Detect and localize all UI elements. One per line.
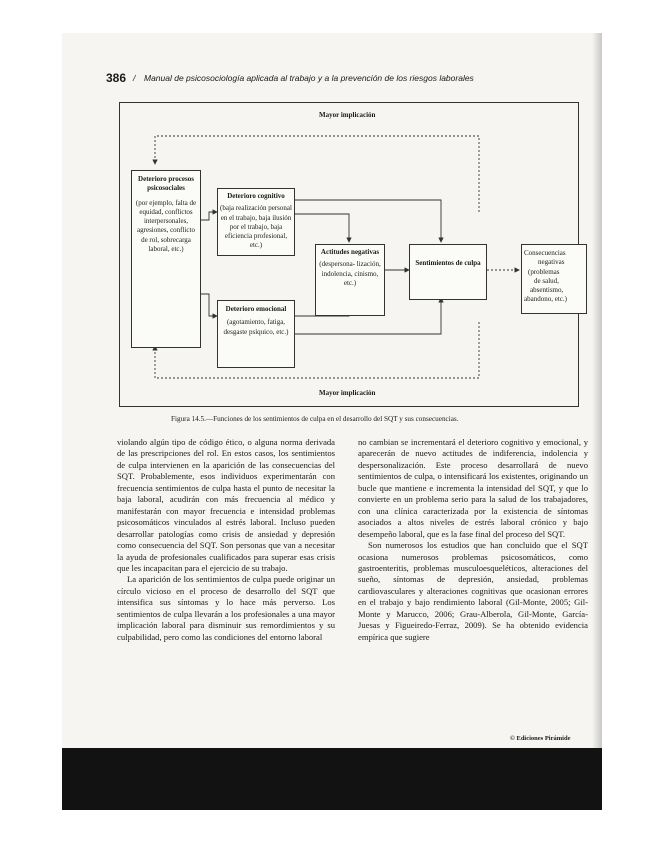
arrow-cognitive-to-attitudes — [295, 214, 349, 242]
top-margin — [0, 0, 655, 33]
box-cognitive-title: Deterioro cognitivo — [227, 192, 285, 200]
box-consequences-line3: (problemas — [528, 267, 560, 276]
right-column — [358, 437, 588, 643]
page-number: 386 — [106, 71, 127, 85]
box-consequences-line6: abandono, etc.) — [524, 295, 567, 304]
box-emotional-title: Deterioro emocional — [225, 305, 287, 313]
box-emotional-body: (agotamiento, fatiga, desgaste psíquico, etc.) — [223, 318, 289, 336]
box-psychosocial-processes — [131, 170, 201, 348]
top-feedback-arrow — [155, 136, 479, 212]
bottom-implication-label: Mayor implicación — [319, 389, 376, 397]
box-attitudes-body: (despersona- lización, indolencia, cinismo, etc.) — [319, 260, 381, 287]
running-title: Manual de psicosociología aplicada al trabajo y a la prevención de los riesgos laborales — [144, 73, 474, 83]
box-cognitive-deterioration — [217, 188, 295, 256]
left-paragraph-1: violando algún tipo de código ético, o alguna norma derivada de las prescripciones del rol. En estos casos, los sentimientos de culpa intervienen en la aparición de las consecuencias del SQT. Probablemente, esos individuos experimentarán con frecuencia sentimientos de culpa hasta el punto de necesitar la baja laboral, acudirán con más frecuencia al médico y manifestarán con mayor frecuencia e intensidad problemas psicosomáticos vinculados al estrés laboral. Incluso pueden desarrollar patologías como crisis de ansiedad y depresión como consecuencia del SQT. Son personas que van a necesitar la ayuda de profesionales cualificados para superar esas crisis que les incapacitan para el ejercicio de su trabajo. — [117, 437, 335, 573]
figure-diagram — [119, 102, 579, 407]
box-psychosocial-title: Deterioro procesos psicosociales — [138, 175, 194, 193]
scan-bottom-edge — [62, 748, 602, 810]
box-consequences-line1: Consecuencias — [524, 249, 566, 257]
box-cognitive-body: (baja realización personal en el trabajo, baja ilusión por el trabajo, baja eficiencia profesional, etc.) — [220, 204, 292, 250]
top-implication-label: Mayor implicación — [319, 111, 376, 119]
box-consequences-line4: de salud, — [534, 276, 559, 285]
bottom-feedback-arrow — [155, 322, 479, 378]
box-consequences-line2: negativas — [538, 258, 565, 267]
box-attitudes-title: Actitudes negativas — [320, 248, 380, 256]
box-negative-consequences — [521, 244, 587, 314]
right-paragraph-1: no cambian se incrementará el deterioro cognitivo y emocional, y aparecerán de nuevo actitudes de indiferencia, indolencia y despersonalización. Este proceso desarrollará de nuevo sentimientos de culpa, o intensificará los existentes, originando un bucle que mantiene e incrementa la intensidad del SQT, y que lo convierte en un problema serio para la salud de los trabajadores, con una clínica caracterizada por la existencia de síntomas asociados a altos niveles de estrés laboral crónico y bajo desempeño laboral, que es la fase final del proceso del SQT. — [358, 437, 588, 539]
book-page — [62, 33, 602, 775]
arrow-to-cognitive — [201, 212, 217, 220]
box-negative-attitudes — [315, 244, 385, 316]
header-separator: / — [133, 73, 136, 83]
arrow-to-emotional — [201, 294, 217, 316]
box-guilt-feelings — [409, 244, 487, 300]
box-psychosocial-body: (por ejemplo, falta de equidad, conflictos interpersonales, agresiones, conflicto de rol, sobrecarga laboral, etc.) — [135, 198, 197, 254]
figure-caption: Figura 14.5.—Funciones de los sentimientos de culpa en el desarrollo del SQT y sus consecuencias. — [171, 415, 459, 423]
arrow-cognitive-to-guilt — [295, 200, 441, 242]
box-guilt-title: Sentimientos de culpa — [415, 259, 481, 267]
scan-shadow — [592, 33, 602, 775]
box-consequences-line5: absentismo, — [530, 286, 564, 295]
right-paragraph-2: Son numerosos los estudios que han concluido que el SQT ocasiona numerosos problemas psicosomáticos, como gastroenteritis, problemas musculoesqueléticos, alteraciones del sueño, síntomas de depresión, ansiedad, problemas cardiovasculares y alteraciones cognitivas que ocasionan errores en el trabajo y bajo rendimiento laboral (Gil-Monte, 2005; Gil-Monte y Marucco, 2006; Grau-Alberola, Gil-Monte, García-Juesas y Figueiredo-Ferraz, 2009). Se ha obtenido evidencia empírica que sugiere — [358, 540, 588, 642]
publisher-credit: © Ediciones Pirámide — [510, 735, 571, 742]
left-column — [117, 437, 335, 643]
left-paragraph-2: La aparición de los sentimientos de culpa puede originar un círculo vicioso en el proceso de desarrollo del SQT que intensifica sus síntomas y lo hace más perverso. Los sentimientos de culpa llevarán a los profesionales a una mayor implicación laboral para disminuir sus remordimientos y su culpabilidad, pero como las condiciones del entorno laboral — [117, 574, 335, 642]
box-emotional-deterioration — [217, 300, 295, 368]
